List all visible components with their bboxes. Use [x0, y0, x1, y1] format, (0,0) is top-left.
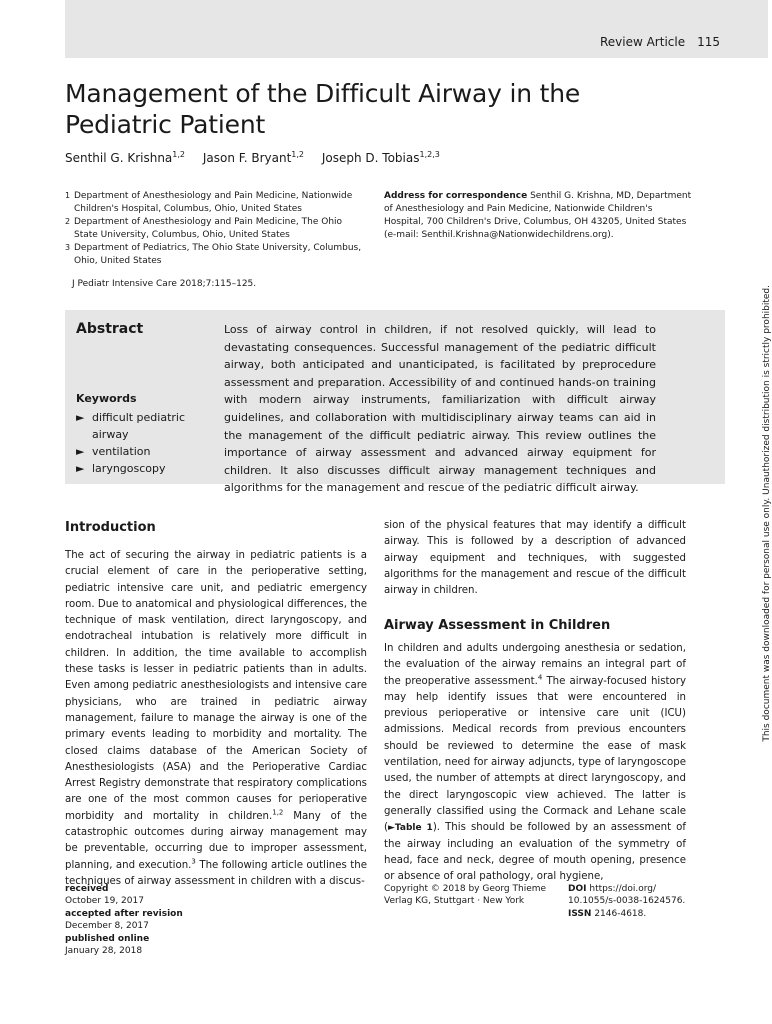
abstract-text: Loss of airway control in children, if not resolved quickly, will lead to devastating consequences. Successful management of the pediatric difficult airway, both anticipated and unanticipated, is facilitated by preprocedure assessment and preparation. Accessibility of and continued hands-on training with modern airway instruments, familiarization with difficult airway guidelines, and collaboration with multidisciplinary airway teams can aid in the management of the difficult pediatric airway. This review outlines the importance of airway assessment and advanced airway equipment for children. It also discusses difficult airway management techniques and algorithms for the management and rescue of the pediatric difficult airway.: [224, 323, 656, 495]
author: Jason F. Bryant$^{1,2}$: [202, 150, 305, 165]
reference-marker: 4: [537, 673, 543, 682]
airway-assessment-paragraph: In children and adults undergoing anesthesia or sedation, the evaluation of the airway remains an integral part of the preoperative assessment.$^4$ The airway-focused history may help identify issues that were encountered in previous perioperative or intensive care unit (ICU) admissions. Medical records from previous encounters should be reviewed to determine the ease of mask ventilation, need for airway adjuncts, type of laryngoscope used, the number of attempts at direct laryngoscopy, and the direct laryngoscopic view achieved. The latter is generally classified using the Cormack and Lehane scale (►Table 1). This should be followed by an assessment of the airway including an evaluation of the symmetry of head, face and neck, degree of mouth opening, presence or absence of oral pathology, oral hygiene,: [384, 643, 686, 883]
copyright-notice: Copyright © 2018 by Georg Thieme Verlag KG, Stuttgart · New York: [384, 884, 547, 907]
affiliation: 3 Department of Pediatrics, The Ohio State University, Columbus, Ohio, United States: [65, 243, 362, 266]
arrow-icon: ►: [76, 445, 85, 458]
abstract-box: [65, 310, 725, 495]
airway-assessment-heading: Airway Assessment in Children: [384, 618, 611, 633]
journal-citation: J Pediatr Intensive Care 2018;7:115–125.: [72, 279, 257, 289]
keywords-heading: Keywords: [76, 392, 137, 405]
running-header: [600, 35, 720, 49]
author-list: [65, 150, 454, 165]
keyword-list: [76, 409, 196, 477]
page-number: 115: [697, 35, 720, 49]
introduction-continued: sion of the physical features that may identify a difficult airway. This is followed by a description of advanced airway equipment and techniques, with suggested algorithms for the management and rescue of the difficult airway in children.: [384, 520, 686, 597]
correspondence-text: Senthil G. Krishna, MD, Department of Anesthesiology and Pain Medicine, Nationwide Children's Hospital, 700 Children's Drive, Columbus, OH 43205, United States (e-mail: Senthil.Krishna@Nationwidechildrens.org).: [384, 191, 692, 240]
arrow-icon: ►: [76, 462, 85, 475]
article-dates: received October 19, 2017 accepted after revision December 8, 2017 published online January 28, 2018: [65, 884, 183, 957]
keyword-item: ► laryngoscopy: [76, 462, 166, 475]
reference-marker: 3: [191, 857, 196, 866]
reference-marker: 1,2: [272, 808, 284, 817]
article-title: Management of the Difficult Airway in the Pediatric Patient: [65, 79, 581, 139]
doi-block: DOI https://doi.org/ 10.1055/s-0038-1624576. ISSN 2146-4618.: [568, 884, 686, 919]
download-notice: This document was downloaded for personal use only. Unauthorized distribution is strictly prohibited.: [762, 285, 772, 742]
abstract-heading: Abstract: [76, 321, 144, 337]
affiliation: 2 Department of Anesthesiology and Pain Medicine, The Ohio State University, Columbus, Ohio, United States: [65, 217, 343, 240]
keyword-item: ► difficult pediatric airway: [76, 411, 186, 441]
author: Joseph D. Tobias$^{1,2,3}$: [321, 150, 440, 165]
affiliations: [65, 190, 365, 268]
introduction-paragraph: The act of securing the airway in pediatric patients is a crucial element of care in the perioperative setting, pediatric intensive care unit, and pediatric emergency room. Due to anatomical and physiological differences, the technique of mask ventilation, direct laryngoscopy, and endotracheal intubation is relatively more difficult in children. In addition, the time available to accomplish these tasks is lesser in pediatric patients than in adults. Even among pediatric anesthesiologists and intensive care physicians, who are trained in pediatric airway management, failure to manage the airway is one of the primary events leading to morbidity and mortality. The closed claims database of the American Society of Anesthesiologists (ASA) and the Perioperative Cardiac Arrest Registry demonstrate that respiratory complications are one of the most common causes for perioperative morbidity and mortality in children.$^{1,2}$ Many of the catastrophic outcomes during airway management may be preventable, occurring due to improper assessment, planning, and execution.$^3$ The following article outlines the techniques of airway assessment in children with a discus-: [65, 550, 368, 887]
arrow-icon: ►: [76, 411, 85, 424]
header-band: [65, 0, 768, 58]
affiliation: 1 Department of Anesthesiology and Pain Medicine, Nationwide Children's Hospital, Columbus, Ohio, United States: [65, 191, 353, 214]
correspondence-label: Address for correspondence: [384, 191, 528, 201]
correspondence: [384, 190, 694, 242]
doi-link[interactable]: https://doi.org/: [589, 884, 656, 894]
keyword-item: ► ventilation: [76, 445, 151, 458]
article-type: Review Article: [599, 35, 686, 49]
introduction-heading: Introduction: [65, 520, 156, 535]
author: Senthil G. Krishna$^{1,2}$: [65, 150, 186, 165]
table-reference-link[interactable]: ►Table 1: [387, 823, 433, 834]
